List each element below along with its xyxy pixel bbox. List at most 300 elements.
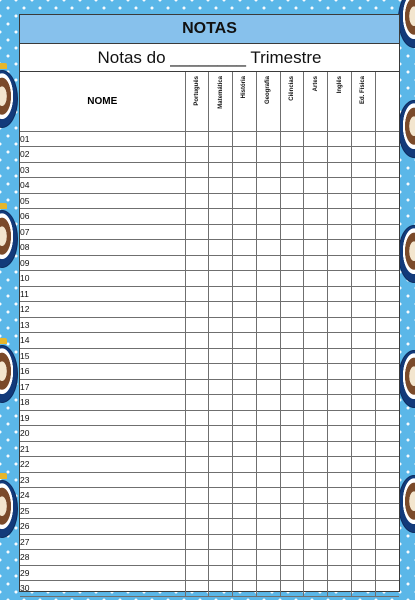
- table-row: [20, 147, 399, 163]
- grade-cell: [256, 131, 280, 147]
- grade-cell: [304, 162, 328, 178]
- trimester-subtitle: Notas do ________ Trimestre: [20, 44, 399, 72]
- grade-cell: [233, 565, 257, 581]
- subject-column-header: [256, 72, 280, 131]
- table-row: [20, 472, 399, 488]
- grade-cell: [256, 286, 280, 302]
- grade-cell: [185, 317, 209, 333]
- grade-cell: [280, 534, 304, 550]
- grade-cell: [256, 519, 280, 535]
- grade-cell: [280, 364, 304, 380]
- grade-cell: [280, 441, 304, 457]
- grade-cell: [185, 410, 209, 426]
- grade-cell: [328, 379, 352, 395]
- subject-label: História: [241, 76, 248, 99]
- grade-cell: [185, 255, 209, 271]
- grade-cell: [233, 534, 257, 550]
- grade-cell: [185, 472, 209, 488]
- grade-cell: [351, 581, 375, 597]
- grade-cell: [185, 209, 209, 225]
- grade-cell: [304, 348, 328, 364]
- student-number: 27: [20, 534, 185, 550]
- grade-cell: [351, 426, 375, 442]
- grade-cell: [304, 333, 328, 349]
- grade-cell: [256, 379, 280, 395]
- grade-cell: [375, 162, 399, 178]
- grade-cell: [185, 426, 209, 442]
- grade-cell: [256, 302, 280, 318]
- table-row: [20, 317, 399, 333]
- grade-cell: [351, 147, 375, 163]
- grade-cell: [209, 302, 233, 318]
- grade-cell: [233, 550, 257, 566]
- grade-cell: [209, 519, 233, 535]
- student-number: 28: [20, 550, 185, 566]
- grade-cell: [375, 193, 399, 209]
- grade-cell: [375, 240, 399, 256]
- table-row: [20, 426, 399, 442]
- grade-cell: [209, 395, 233, 411]
- grade-cell: [185, 503, 209, 519]
- table-row: [20, 333, 399, 349]
- grades-sheet: [19, 14, 400, 592]
- grade-cell: [280, 178, 304, 194]
- grade-cell: [328, 457, 352, 473]
- student-number: 18: [20, 395, 185, 411]
- saint-medallion-icon: [0, 70, 18, 128]
- grade-cell: [209, 364, 233, 380]
- subject-label: Matemática: [217, 76, 224, 109]
- grade-cell: [233, 519, 257, 535]
- grade-cell: [328, 286, 352, 302]
- student-number: 12: [20, 302, 185, 318]
- student-number: 25: [20, 503, 185, 519]
- grade-cell: [328, 162, 352, 178]
- grade-cell: [185, 162, 209, 178]
- table-row: [20, 379, 399, 395]
- saint-medallion-icon: [398, 100, 415, 158]
- subject-column-header: [351, 72, 375, 131]
- grade-cell: [209, 550, 233, 566]
- grade-cell: [351, 348, 375, 364]
- grade-cell: [209, 441, 233, 457]
- grade-cell: [328, 519, 352, 535]
- grade-cell: [328, 410, 352, 426]
- grade-cell: [280, 224, 304, 240]
- grade-cell: [233, 178, 257, 194]
- grade-cell: [304, 379, 328, 395]
- grade-cell: [351, 441, 375, 457]
- grade-cell: [256, 348, 280, 364]
- grade-cell: [304, 410, 328, 426]
- grade-cell: [280, 503, 304, 519]
- grade-cell: [328, 302, 352, 318]
- grade-cell: [209, 534, 233, 550]
- grade-cell: [280, 550, 304, 566]
- student-number: 07: [20, 224, 185, 240]
- subject-label: Ciências: [288, 76, 295, 101]
- grade-cell: [209, 240, 233, 256]
- grade-cell: [233, 581, 257, 597]
- grade-cell: [280, 488, 304, 504]
- grade-cell: [304, 302, 328, 318]
- grade-cell: [256, 178, 280, 194]
- grade-cell: [351, 395, 375, 411]
- table-row: [20, 131, 399, 147]
- table-row: [20, 271, 399, 287]
- grade-cell: [280, 317, 304, 333]
- grade-cell: [328, 581, 352, 597]
- student-number: 14: [20, 333, 185, 349]
- grade-cell: [351, 472, 375, 488]
- grade-cell: [351, 193, 375, 209]
- grade-cell: [209, 286, 233, 302]
- grade-cell: [304, 581, 328, 597]
- table-row: [20, 224, 399, 240]
- grade-cell: [185, 364, 209, 380]
- grade-cell: [328, 240, 352, 256]
- table-row: [20, 286, 399, 302]
- grade-cell: [304, 240, 328, 256]
- grade-cell: [256, 317, 280, 333]
- grade-cell: [280, 410, 304, 426]
- grade-cell: [304, 317, 328, 333]
- table-row: [20, 503, 399, 519]
- grade-cell: [280, 255, 304, 271]
- saint-medallion-icon: [398, 225, 415, 283]
- grade-cell: [328, 147, 352, 163]
- grade-cell: [375, 224, 399, 240]
- table-row: [20, 519, 399, 535]
- grade-cell: [280, 333, 304, 349]
- grade-cell: [233, 240, 257, 256]
- grade-cell: [256, 426, 280, 442]
- grade-cell: [280, 426, 304, 442]
- table-row: [20, 565, 399, 581]
- grade-cell: [280, 379, 304, 395]
- grade-cell: [328, 333, 352, 349]
- grade-cell: [351, 209, 375, 225]
- student-number: 08: [20, 240, 185, 256]
- grade-cell: [185, 348, 209, 364]
- grade-cell: [328, 534, 352, 550]
- grade-cell: [304, 178, 328, 194]
- student-number: 17: [20, 379, 185, 395]
- subject-column-header: [375, 72, 399, 131]
- subject-label: Ed. Física: [360, 76, 367, 105]
- grade-cell: [209, 271, 233, 287]
- grade-cell: [185, 147, 209, 163]
- grade-cell: [256, 488, 280, 504]
- grade-cell: [304, 472, 328, 488]
- student-number: 09: [20, 255, 185, 271]
- grade-cell: [375, 565, 399, 581]
- grade-cell: [375, 395, 399, 411]
- grade-cell: [328, 224, 352, 240]
- grade-cell: [185, 441, 209, 457]
- grade-cell: [185, 550, 209, 566]
- grade-cell: [280, 348, 304, 364]
- grade-cell: [328, 209, 352, 225]
- grade-cell: [280, 457, 304, 473]
- grade-cell: [256, 364, 280, 380]
- grade-cell: [256, 581, 280, 597]
- grade-cell: [185, 519, 209, 535]
- grade-cell: [375, 286, 399, 302]
- grade-cell: [233, 426, 257, 442]
- grade-cell: [256, 472, 280, 488]
- grade-cell: [280, 302, 304, 318]
- grade-cell: [233, 488, 257, 504]
- student-number: 29: [20, 565, 185, 581]
- grade-cell: [233, 441, 257, 457]
- grade-cell: [351, 271, 375, 287]
- student-number: 16: [20, 364, 185, 380]
- grade-cell: [304, 271, 328, 287]
- grade-cell: [256, 162, 280, 178]
- grade-cell: [209, 565, 233, 581]
- grade-cell: [256, 410, 280, 426]
- grade-cell: [256, 441, 280, 457]
- table-row: [20, 193, 399, 209]
- grade-cell: [304, 209, 328, 225]
- student-number: 03: [20, 162, 185, 178]
- grade-cell: [280, 131, 304, 147]
- student-number: 23: [20, 472, 185, 488]
- grade-cell: [256, 193, 280, 209]
- saint-medallion-icon: [398, 0, 415, 48]
- grade-cell: [209, 503, 233, 519]
- grade-cell: [233, 162, 257, 178]
- student-number: 30: [20, 581, 185, 597]
- grade-cell: [304, 488, 328, 504]
- grade-cell: [328, 193, 352, 209]
- grade-cell: [233, 255, 257, 271]
- grade-cell: [328, 395, 352, 411]
- grade-cell: [185, 457, 209, 473]
- grade-cell: [209, 410, 233, 426]
- subject-column-header: [209, 72, 233, 131]
- grade-cell: [209, 255, 233, 271]
- grade-cell: [209, 131, 233, 147]
- grade-cell: [328, 255, 352, 271]
- grade-cell: [351, 534, 375, 550]
- grade-cell: [185, 395, 209, 411]
- grade-cell: [328, 550, 352, 566]
- grade-cell: [209, 224, 233, 240]
- grade-cell: [256, 503, 280, 519]
- grade-cell: [185, 131, 209, 147]
- grade-cell: [256, 147, 280, 163]
- grade-cell: [328, 364, 352, 380]
- grade-cell: [280, 581, 304, 597]
- grade-cell: [209, 193, 233, 209]
- table-row: [20, 178, 399, 194]
- grade-cell: [351, 565, 375, 581]
- grade-cell: [280, 162, 304, 178]
- grade-cell: [351, 488, 375, 504]
- grade-cell: [280, 395, 304, 411]
- student-number: 20: [20, 426, 185, 442]
- grade-cell: [233, 209, 257, 225]
- grade-cell: [351, 178, 375, 194]
- grade-cell: [304, 131, 328, 147]
- grade-cell: [351, 255, 375, 271]
- grade-cell: [375, 410, 399, 426]
- table-row: [20, 162, 399, 178]
- grade-cell: [375, 209, 399, 225]
- grade-cell: [351, 286, 375, 302]
- grade-cell: [304, 286, 328, 302]
- crown-icon: [0, 63, 7, 69]
- table-row: [20, 534, 399, 550]
- grade-cell: [304, 503, 328, 519]
- grade-cell: [256, 395, 280, 411]
- grade-cell: [375, 519, 399, 535]
- grade-cell: [209, 147, 233, 163]
- grade-cell: [185, 178, 209, 194]
- student-number: 21: [20, 441, 185, 457]
- grade-cell: [328, 131, 352, 147]
- grade-cell: [351, 410, 375, 426]
- student-number: 26: [20, 519, 185, 535]
- subject-column-header: [304, 72, 328, 131]
- grade-cell: [328, 441, 352, 457]
- subject-column-header: [280, 72, 304, 131]
- grade-cell: [351, 317, 375, 333]
- grade-cell: [375, 333, 399, 349]
- subject-label: Inglês: [336, 76, 343, 94]
- grade-cell: [280, 472, 304, 488]
- grade-cell: [280, 209, 304, 225]
- grade-cell: [304, 395, 328, 411]
- crown-icon: [0, 338, 7, 344]
- grade-cell: [304, 534, 328, 550]
- grade-cell: [185, 488, 209, 504]
- grade-cell: [185, 581, 209, 597]
- grade-cell: [351, 162, 375, 178]
- grade-cell: [233, 131, 257, 147]
- grade-cell: [351, 240, 375, 256]
- grade-cell: [256, 224, 280, 240]
- table-row: [20, 581, 399, 597]
- grade-cell: [233, 224, 257, 240]
- grade-cell: [351, 519, 375, 535]
- grade-cell: [209, 162, 233, 178]
- grade-cell: [280, 286, 304, 302]
- grade-cell: [185, 224, 209, 240]
- grade-cell: [209, 379, 233, 395]
- student-number: 05: [20, 193, 185, 209]
- grade-cell: [304, 255, 328, 271]
- grade-cell: [209, 457, 233, 473]
- student-number: 22: [20, 457, 185, 473]
- grade-cell: [304, 441, 328, 457]
- saint-medallion-icon: [0, 210, 18, 268]
- grade-cell: [375, 302, 399, 318]
- grade-cell: [304, 224, 328, 240]
- grade-cell: [256, 565, 280, 581]
- grade-cell: [233, 457, 257, 473]
- grade-cell: [328, 178, 352, 194]
- subject-label: Português: [193, 76, 200, 106]
- subject-column-header: [328, 72, 352, 131]
- saint-medallion-icon: [0, 345, 18, 403]
- grade-cell: [304, 550, 328, 566]
- grade-cell: [304, 364, 328, 380]
- grade-cell: [375, 131, 399, 147]
- student-number: 11: [20, 286, 185, 302]
- grade-cell: [375, 426, 399, 442]
- grade-cell: [185, 379, 209, 395]
- grade-cell: [304, 565, 328, 581]
- grade-cell: [375, 472, 399, 488]
- table-row: [20, 255, 399, 271]
- table-row: [20, 550, 399, 566]
- grade-cell: [375, 457, 399, 473]
- grade-cell: [375, 534, 399, 550]
- table-header-row: [20, 72, 399, 131]
- grade-cell: [375, 503, 399, 519]
- grade-cell: [375, 379, 399, 395]
- subject-label: Artes: [312, 76, 319, 92]
- table-row: [20, 302, 399, 318]
- grade-cell: [256, 255, 280, 271]
- grade-cell: [256, 457, 280, 473]
- grade-cell: [351, 503, 375, 519]
- grade-cell: [280, 519, 304, 535]
- grade-cell: [304, 147, 328, 163]
- grade-cell: [209, 178, 233, 194]
- subject-label: Geografia: [265, 76, 272, 105]
- table-row: [20, 209, 399, 225]
- grade-cell: [328, 472, 352, 488]
- grade-cell: [351, 224, 375, 240]
- grades-table: [20, 72, 399, 597]
- grade-cell: [209, 426, 233, 442]
- grade-cell: [233, 317, 257, 333]
- student-number: 19: [20, 410, 185, 426]
- grade-cell: [351, 457, 375, 473]
- table-row: [20, 457, 399, 473]
- student-number: 02: [20, 147, 185, 163]
- grade-cell: [233, 147, 257, 163]
- student-number: 06: [20, 209, 185, 225]
- grade-cell: [351, 131, 375, 147]
- grade-cell: [233, 302, 257, 318]
- grade-cell: [209, 333, 233, 349]
- student-number: 15: [20, 348, 185, 364]
- grade-cell: [280, 271, 304, 287]
- grade-cell: [185, 286, 209, 302]
- grade-cell: [185, 565, 209, 581]
- student-number: 04: [20, 178, 185, 194]
- grade-cell: [280, 240, 304, 256]
- grade-cell: [351, 333, 375, 349]
- grade-cell: [375, 581, 399, 597]
- grade-cell: [304, 519, 328, 535]
- grade-cell: [304, 457, 328, 473]
- grade-cell: [209, 581, 233, 597]
- crown-icon: [0, 203, 7, 209]
- grade-cell: [280, 147, 304, 163]
- grade-cell: [233, 333, 257, 349]
- grade-cell: [351, 379, 375, 395]
- saint-medallion-icon: [398, 475, 415, 533]
- student-number: 01: [20, 131, 185, 147]
- saint-medallion-icon: [398, 350, 415, 408]
- grade-cell: [375, 178, 399, 194]
